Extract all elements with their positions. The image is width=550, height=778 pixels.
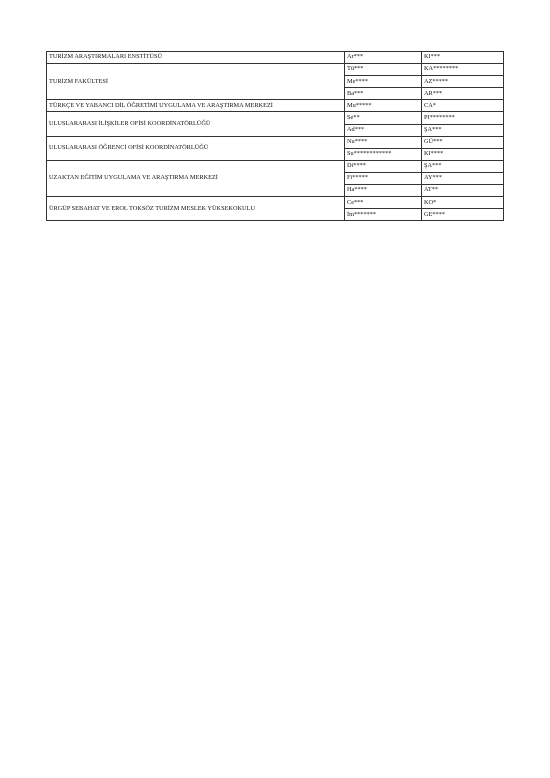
person-surname-cell: GÜ*** xyxy=(422,136,504,148)
person-name-cell: Ha**** xyxy=(345,185,422,197)
unit-name-cell: TÜRKÇE VE YABANCI DİL ÖĞRETİMİ UYGULAMA VE ARAŞTIRMA MERKEZİ xyxy=(47,100,345,112)
unit-name-cell: ULUSLARARASI ÖĞRENCİ OFİSİ KOORDİNATÖRLÜĞÜ xyxy=(47,136,345,160)
person-surname-cell: KA******** xyxy=(422,64,504,76)
unit-name-cell: TURİZM FAKÜLTESİ xyxy=(47,64,345,100)
table-row xyxy=(47,160,504,172)
person-surname-cell: AT** xyxy=(422,185,504,197)
person-surname-cell: GE**** xyxy=(422,209,504,221)
person-surname-cell: ŞA*** xyxy=(422,124,504,136)
person-name-cell: İm******* xyxy=(345,209,422,221)
person-surname-cell: ŞA*** xyxy=(422,160,504,172)
person-name-cell: Ar*** xyxy=(345,52,422,64)
table-row xyxy=(47,197,504,209)
unit-name-cell: ULUSLARARASI İLİŞKİLER OFİSİ KOORDİNATÖRLÜĞÜ xyxy=(47,112,345,136)
person-name-cell: Su************ xyxy=(345,148,422,160)
personnel-table-body xyxy=(47,52,504,221)
person-name-cell: Tü*** xyxy=(345,64,422,76)
unit-name-cell: TURİZM ARAŞTIRMALARI ENSTİTÜSÜ xyxy=(47,52,345,64)
person-surname-cell: PI******** xyxy=(422,112,504,124)
table-row xyxy=(47,100,504,112)
person-name-cell: Se** xyxy=(345,112,422,124)
unit-name-cell: ÜRGÜP SEBAHAT VE EROL TOKSÖZ TURİZM MESLEK YÜKSEKOKULU xyxy=(47,197,345,221)
table-row xyxy=(47,136,504,148)
table-row xyxy=(47,64,504,76)
person-surname-cell: CA* xyxy=(422,100,504,112)
person-surname-cell: KI**** xyxy=(422,148,504,160)
person-name-cell: Ba*** xyxy=(345,88,422,100)
table-row xyxy=(47,112,504,124)
person-surname-cell: KO* xyxy=(422,197,504,209)
personnel-table xyxy=(46,51,504,221)
person-name-cell: Ad*** xyxy=(345,124,422,136)
unit-name-cell: UZAKTAN EĞİTİM UYGULAMA VE ARAŞTIRMA MERKEZİ xyxy=(47,160,345,196)
person-surname-cell: AR*** xyxy=(422,88,504,100)
person-name-cell: Ce*** xyxy=(345,197,422,209)
person-name-cell: Fi***** xyxy=(345,172,422,184)
person-name-cell: Me**** xyxy=(345,76,422,88)
person-surname-cell: KI*** xyxy=(422,52,504,64)
person-surname-cell: AZ***** xyxy=(422,76,504,88)
table-row xyxy=(47,52,504,64)
person-surname-cell: AY*** xyxy=(422,172,504,184)
person-name-cell: Nu**** xyxy=(345,136,422,148)
person-name-cell: Mu***** xyxy=(345,100,422,112)
person-name-cell: Di**** xyxy=(345,160,422,172)
